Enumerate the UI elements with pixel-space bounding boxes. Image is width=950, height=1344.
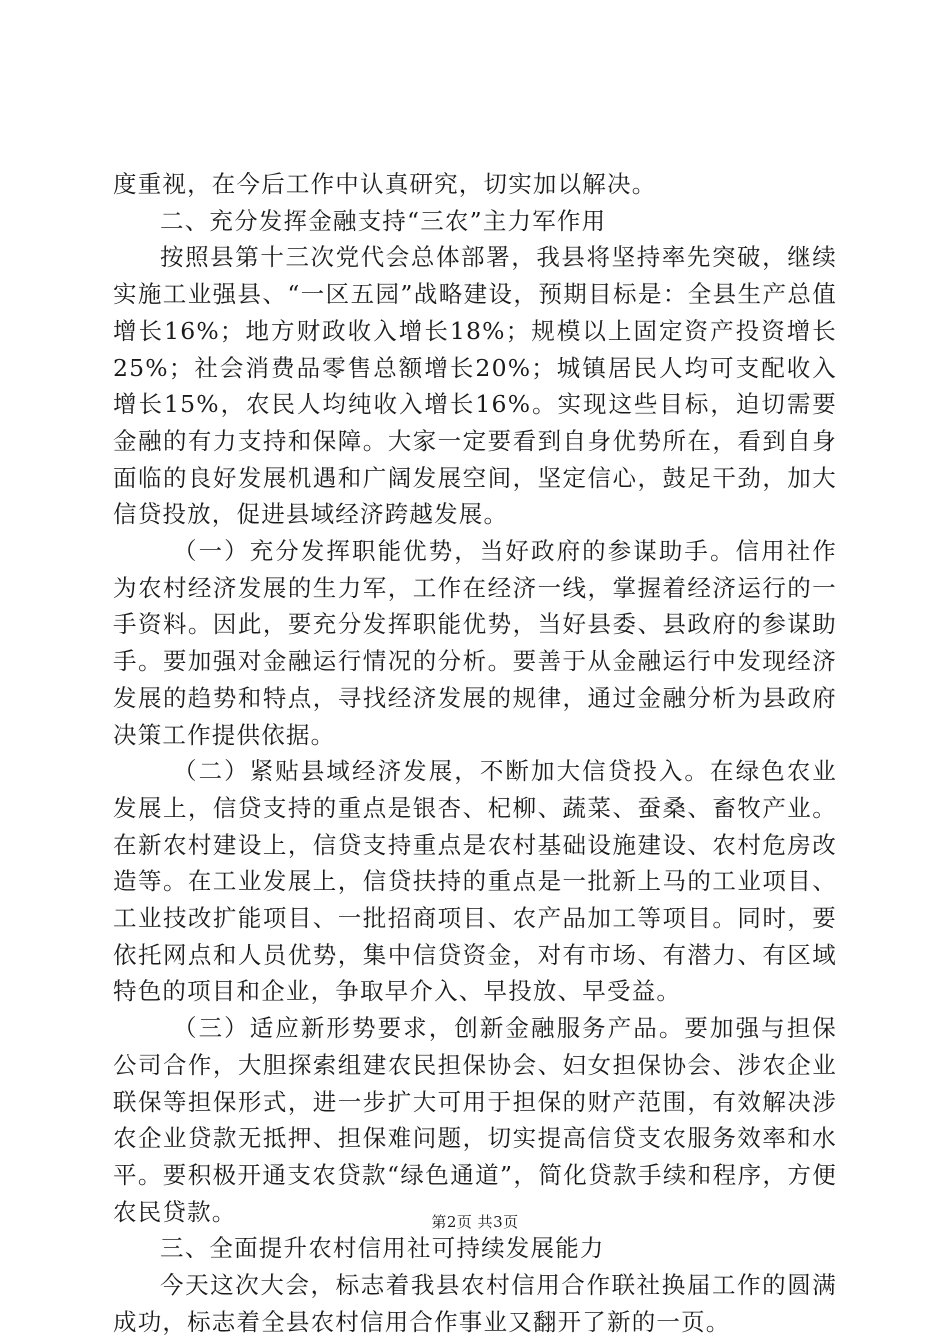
paragraph-continuation: 度重视，在今后工作中认真研究，切实加以解决。 [113,170,657,198]
paragraph-targets: 按照县第十三次党代会总体部署，我县将坚持率先突破，继续实施工业强县、“一区五园”战略建设，预期目标是：全县生产总值增长16%；地方财政收入增长18%；规模以上固定资产投资增长25%；社会消费品零售总额增长20%；城镇居民人均可支配收入增长15%，农民人均纯收入增长16%。实现这些目标，迫切需要金融的有力支持和保障。大家一定要看到自身优势所在，看到自身面临的良好发展机遇和广阔发展空间，坚定信心，鼓足干劲，加大信贷投放，促进县域经济跨越发展。 [113,243,837,529]
section-heading-3: 三、全面提升农村信用社可持续发展能力 [160,1234,605,1263]
paragraph-conclusion: 今天这次大会，标志着我县农村信用合作联社换届工作的圆满成功，标志着全县农村信用合作事业又翻开了新的一页。 [113,1271,837,1336]
page-number-footer: 第2页 共3页 [431,1213,519,1231]
paragraph-item-3: （三）适应新形势要求，创新金融服务产品。要加强与担保公司合作，大胆探索组建农民担保协会、妇女担保协会、涉农企业联保等担保形式，进一步扩大可用于担保的财产范围，有效解决涉农企业贷款无抵押、担保难问题，切实提高信贷支农服务效率和水平。要积极开通支农贷款“绿色通道”，简化贷款手续和程序，方便农民贷款。 [113,1014,837,1226]
document-body [113,166,837,1341]
paragraph-item-1: （一）充分发挥职能优势，当好政府的参谋助手。信用社作为农村经济发展的生力军，工作在经济一线，掌握着经济运行的一手资料。因此，要充分发挥职能优势，当好县委、县政府的参谋助手。要加强对金融运行情况的分析。要善于从金融运行中发现经济发展的趋势和特点，寻找经济发展的规律，通过金融分析为县政府决策工作提供依据。 [113,537,837,749]
section-heading-2: 二、充分发挥金融支持“三农”主力军作用 [160,206,607,235]
paragraph-item-2: （二）紧贴县域经济发展，不断加大信贷投入。在绿色农业发展上，信贷支持的重点是银杏、杞柳、蔬菜、蚕桑、畜牧产业。在新农村建设上，信贷支持重点是农村基础设施建设、农村危房改造等。在工业发展上，信贷扶持的重点是一批新上马的工业项目、工业技改扩能项目、一批招商项目、农产品加工等项目。同时，要依托网点和人员优势，集中信贷资金，对有市场、有潜力、有区域特色的项目和企业，争取早介入、早投放、早受益。 [113,757,837,1006]
